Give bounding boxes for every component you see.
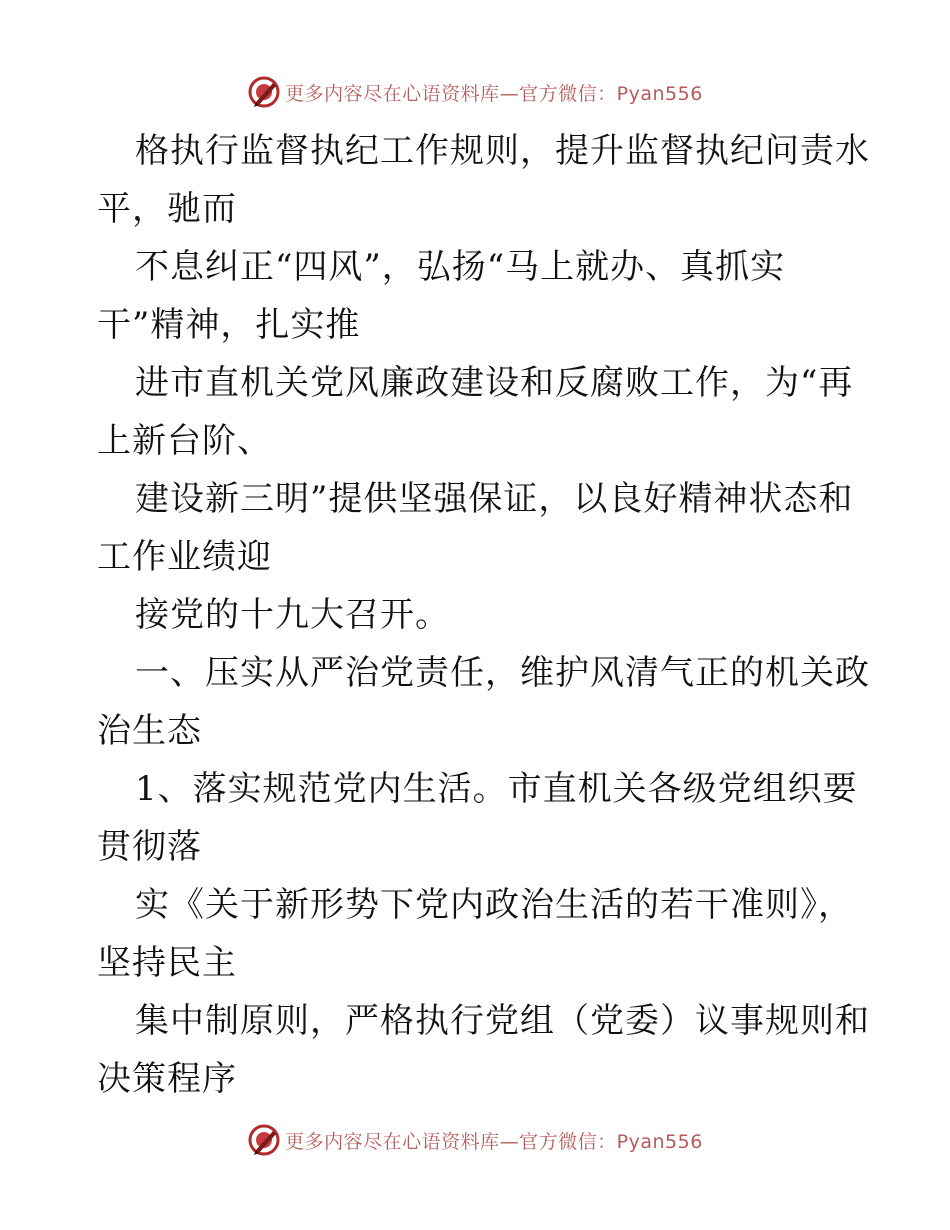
text-line: 贯彻落 bbox=[97, 827, 202, 867]
section-heading: 一、压实从严治党责任，维护风清气正的机关政 bbox=[135, 653, 870, 693]
text-line: 1、落实规范党内生活。市直机关各级党组织要 bbox=[135, 769, 858, 809]
text-line: 工作业绩迎 bbox=[97, 537, 272, 577]
text-line: 坚持民主 bbox=[97, 943, 237, 983]
text-line: 建设新三明”提供坚强保证，以良好精神状态和 bbox=[135, 479, 854, 519]
pen-logo-icon bbox=[247, 75, 281, 109]
text-line: 实《关于新形势下党内政治生活的若干准则》， bbox=[135, 885, 853, 925]
footer-banner-text: 更多内容尽在心语资料库—官方微信：Pyan556 bbox=[285, 1130, 703, 1153]
text-line: 格执行监督执纪工作规则，提升监督执纪问责水 bbox=[135, 131, 870, 171]
header-banner-text: 更多内容尽在心语资料库—官方微信：Pyan556 bbox=[285, 82, 703, 105]
text-line: 平，驰而 bbox=[97, 189, 237, 229]
text-line: 干”精神，扎实推 bbox=[97, 305, 361, 345]
text-line: 接党的十九大召开。 bbox=[135, 595, 450, 635]
text-line: 进市直机关党风廉政建设和反腐败工作，为“再 bbox=[135, 363, 854, 403]
text-line: 集中制原则，严格执行党组（党委）议事规则和 bbox=[135, 1001, 870, 1041]
pen-logo-icon bbox=[247, 1123, 281, 1157]
text-line: 决策程序 bbox=[97, 1059, 237, 1099]
document-body bbox=[97, 122, 870, 1108]
section-heading-cont: 治生态 bbox=[97, 711, 202, 751]
header-banner bbox=[0, 70, 950, 114]
footer-banner bbox=[0, 1118, 950, 1162]
text-line: 不息纠正“四风”，弘扬“马上就办、真抓实 bbox=[135, 247, 786, 287]
text-line: 上新台阶、 bbox=[97, 421, 272, 461]
